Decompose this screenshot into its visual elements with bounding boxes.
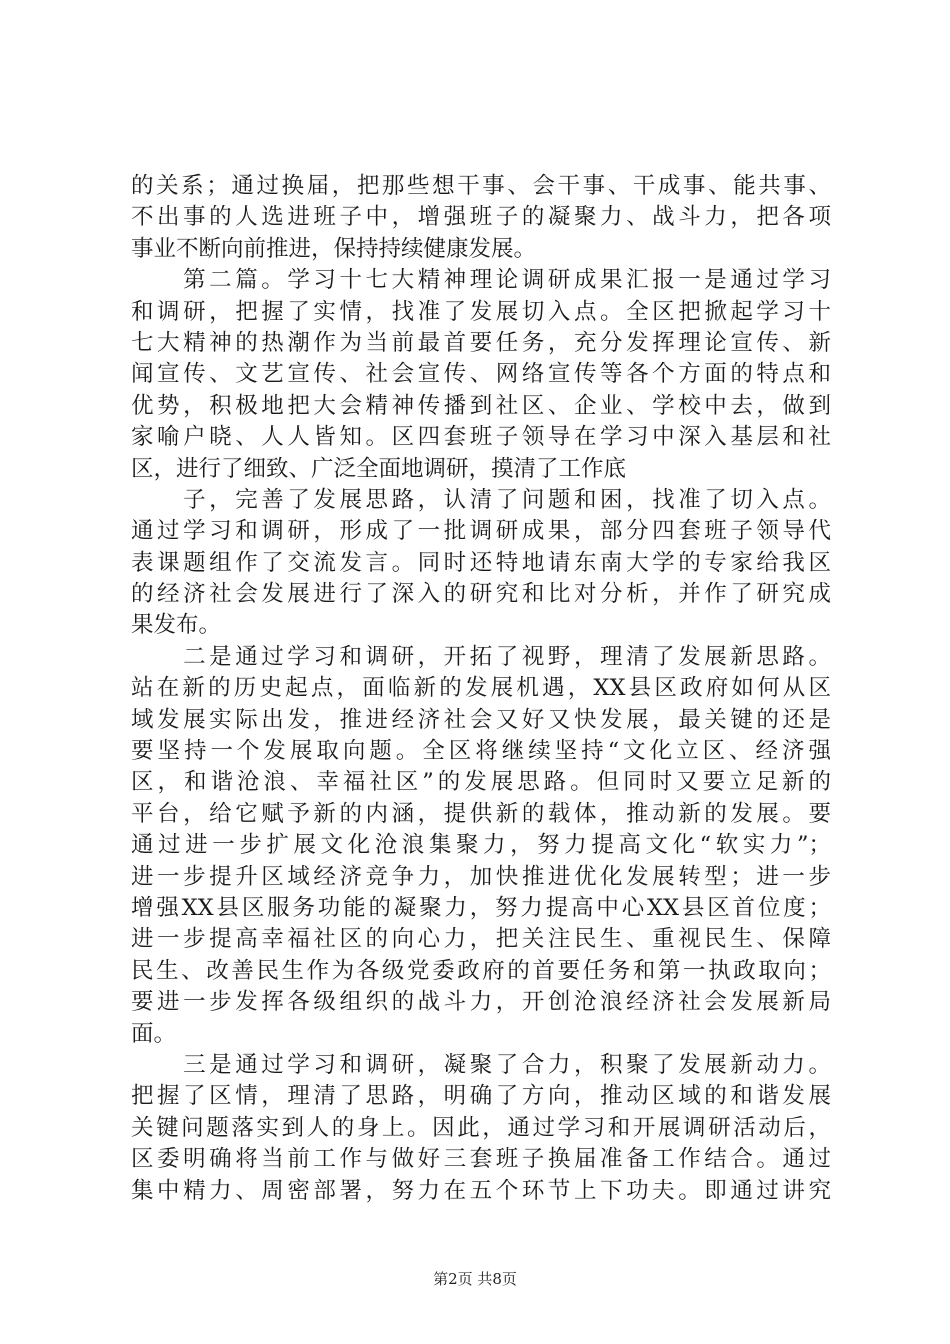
- text-line: 民生、改善民生作为各级党委政府的首要任务和第一执政取向；: [131, 957, 831, 984]
- text-line: 进一步提高幸福社区的向心力，把关注民生、重视民生、保障: [131, 926, 831, 953]
- text-line: 通过学习和调研，形成了一批调研成果，部分四套班子领导代: [131, 518, 831, 545]
- text-line: 平台，给它赋予新的内涵，提供新的载体，推动新的发展。要: [131, 800, 831, 827]
- text-line: 区，和谐沧浪、幸福社区”的发展思路。但同时又要立足新的: [131, 769, 831, 796]
- text-line: 要进一步发挥各级组织的战斗力，开创沧浪经济社会发展新局: [131, 989, 831, 1016]
- text-line: 增强XX县区服务功能的凝聚力，努力提高中心XX县区首位度；: [131, 894, 831, 921]
- text-line: 果发布。: [131, 612, 222, 639]
- text-line: 通过进一步扩展文化沧浪集聚力，努力提高文化“软实力”；: [131, 832, 831, 859]
- text-line: 区委明确将当前工作与做好三套班子换届准备工作结合。通过: [131, 1146, 831, 1173]
- text-line: 家喻户晓、人人皆知。区四套班子领导在学习中深入基层和社: [131, 424, 831, 451]
- page-footer: 第2页 共8页: [433, 1270, 517, 1288]
- text-line: 面。: [131, 1020, 177, 1047]
- text-line: 的经济社会发展进行了深入的研究和比对分析，并作了研究成: [131, 581, 831, 608]
- text-line: 进一步提升区域经济竞争力，加快推进优化发展转型；进一步: [131, 863, 831, 890]
- text-line: 要坚持一个发展取向题。全区将继续坚持“文化立区、经济强: [131, 738, 831, 765]
- text-line: 事业不断向前推进，保持持续健康发展。: [131, 235, 537, 262]
- body-text: [131, 171, 831, 1207]
- text-line: 第二篇。学习十七大精神理论调研成果汇报一是通过学习: [131, 267, 831, 294]
- text-line: 优势，积极地把大会精神传播到社区、企业、学校中去，做到: [131, 392, 831, 419]
- text-line: 站在新的历史起点，面临新的发展机遇，XX县区政府如何从区: [131, 675, 831, 702]
- text-line: 的关系；通过换届，把那些想干事、会干事、干成事、能共事、: [131, 173, 831, 199]
- text-line: 三是通过学习和调研，凝聚了合力，积聚了发展新动力。: [131, 1051, 831, 1078]
- text-line: 把握了区情，理清了思路，明确了方向，推动区域的和谐发展: [131, 1083, 831, 1110]
- text-line: 和调研，把握了实情，找准了发展切入点。全区把掀起学习十: [131, 298, 831, 325]
- text-line: 二是通过学习和调研，开拓了视野，理清了发展新思路。: [131, 643, 831, 670]
- text-line: 集中精力、周密部署，努力在五个环节上下功夫。即通过讲究: [131, 1177, 831, 1204]
- text-line: 子，完善了发展思路，认清了问题和困，找准了切入点。: [131, 486, 831, 513]
- text-line: 域发展实际出发，推进经济社会又好又快发展，最关键的还是: [131, 706, 831, 733]
- text-line: 不出事的人选进班子中，增强班子的凝聚力、战斗力，把各项: [131, 204, 831, 231]
- text-line: 区，进行了细致、广泛全面地调研，摸清了工作底: [131, 455, 627, 482]
- text-line: 闻宣传、文艺宣传、社会宣传、网络宣传等各个方面的特点和: [131, 361, 831, 388]
- text-line: 七大精神的热潮作为当前最首要任务，充分发挥理论宣传、新: [131, 329, 831, 356]
- text-line: 关键问题落实到人的身上。因此，通过学习和开展调研活动后，: [131, 1114, 831, 1141]
- text-line: 表课题组作了交流发言。同时还特地请东南大学的专家给我区: [131, 549, 831, 576]
